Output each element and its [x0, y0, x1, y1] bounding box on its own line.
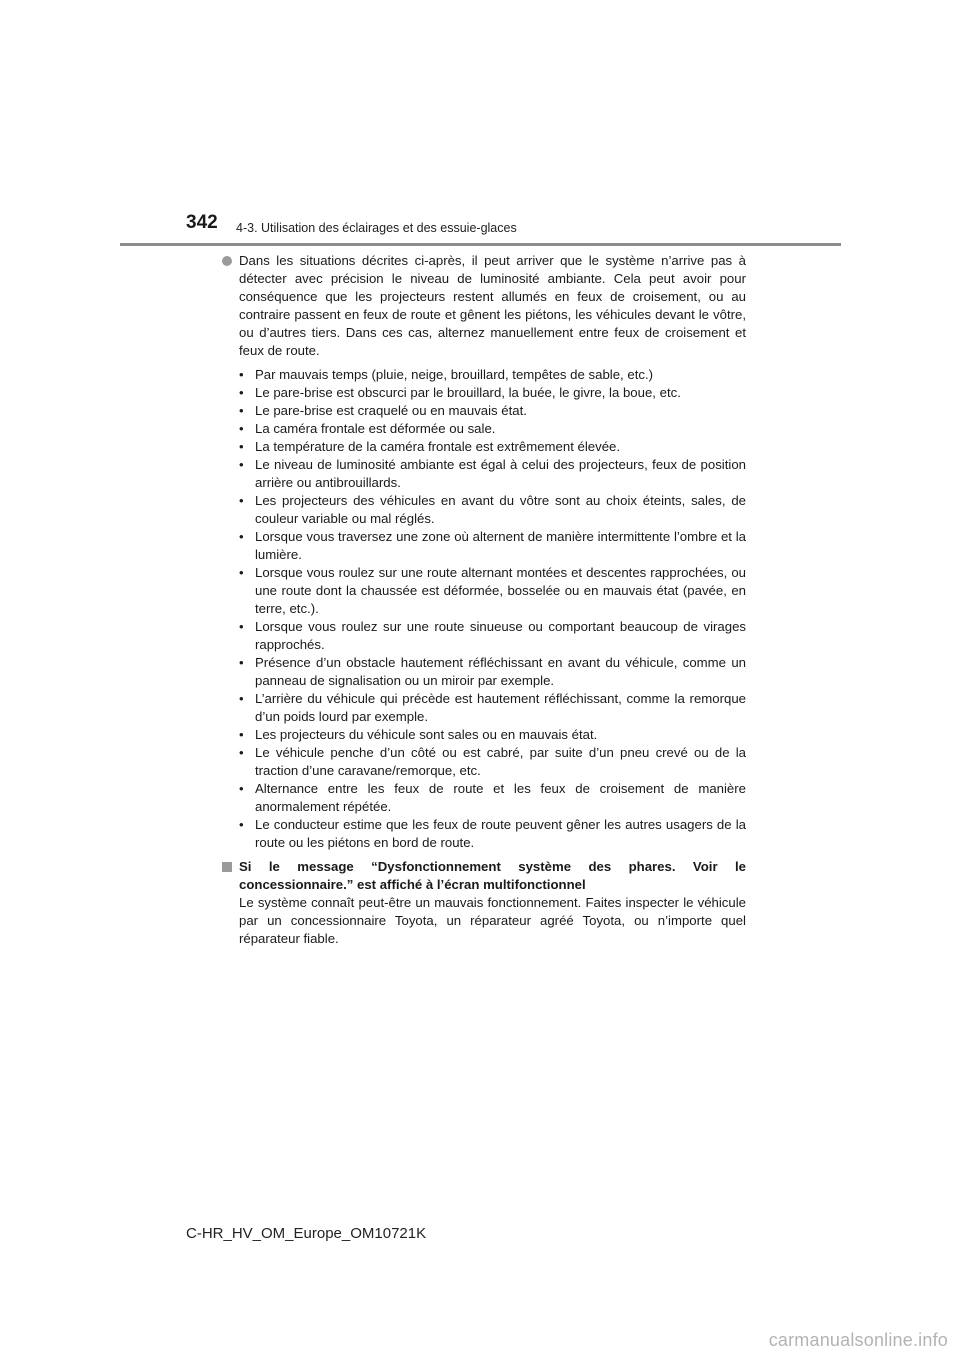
message-body: Le système connaît peut-être un mauvais fonctionnement. Faites inspecter le véhicule par un concessionnaire Toyota, un réparateur agréé Toyota, ou n’importe quel réparateur fiable. [239, 895, 746, 946]
list-item: • Le pare-brise est craquelé ou en mauvais état. [239, 402, 746, 420]
section-title: 4-3. Utilisation des éclairages et des essuie-glaces [236, 221, 517, 235]
intro-text: Dans les situations décrites ci-après, il peut arriver que le système n’arrive pas à détecter avec précision le niveau de luminosité ambiante. Cela peut avoir pour conséquence que les projecteurs restent allumés en feux de croisement, ou au contraire passent en feux de route et gênent les piétons, les véhicules devant le vôtre, ou d’autres tiers. Dans ces cas, alternez manuellement entre feux de croisement et feux de route. [239, 253, 746, 358]
list-item: • Lorsque vous roulez sur une route alternant montées et descentes rapprochées, ou une route dont la chaussée est déformée, bosselée ou en mauvais état (pavée, en terre, etc.). [239, 564, 746, 618]
header-divider [120, 243, 841, 246]
message-heading-text: Si le message “Dysfonctionnement système des phares. Voir le concessionnaire.” est affiché à l’écran multifonctionnel [239, 859, 746, 892]
list-item: • Présence d’un obstacle hautement réfléchissant en avant du véhicule, comme un panneau de signalisation ou un miroir par exemple. [239, 654, 746, 690]
list-item: • Lorsque vous roulez sur une route sinueuse ou comportant beaucoup de virages rapprochés. [239, 618, 746, 654]
list-item: • Les projecteurs des véhicules en avant du vôtre sont au choix éteints, sales, de couleur variable ou mal réglés. [239, 492, 746, 528]
list-item: • Les projecteurs du véhicule sont sales ou en mauvais état. [239, 726, 746, 744]
list-item: • La température de la caméra frontale est extrêmement élevée. [239, 438, 746, 456]
page-number: 342 [186, 212, 218, 233]
document-code: C-HR_HV_OM_Europe_OM10721K [186, 1225, 427, 1242]
list-item: • Le pare-brise est obscurci par le brouillard, la buée, le givre, la boue, etc. [239, 384, 746, 402]
list-item: • Par mauvais temps (pluie, neige, brouillard, tempêtes de sable, etc.) [239, 366, 746, 384]
watermark-logo: carmanualsonline.info [768, 1330, 948, 1350]
main-content [222, 252, 746, 948]
circle-bullet-icon [222, 256, 232, 266]
list-item: • Lorsque vous traversez une zone où alternent de manière intermittente l’ombre et la lumière. [239, 528, 746, 564]
list-item: • Le conducteur estime que les feux de route peuvent gêner les autres usagers de la route ou les piétons en bord de route. [239, 816, 746, 852]
list-item: • Le niveau de luminosité ambiante est égal à celui des projecteurs, feux de position arrière ou antibrouillards. [239, 456, 746, 492]
message-heading [222, 858, 746, 894]
list-item: • La caméra frontale est déformée ou sale. [239, 420, 746, 438]
square-bullet-icon [222, 862, 232, 872]
list-item: • Le véhicule penche d’un côté ou est cabré, par suite d’un pneu crevé ou de la traction d’une caravane/remorque, etc. [239, 744, 746, 780]
conditions-list [222, 366, 746, 852]
intro-paragraph [222, 252, 746, 360]
list-item: • L’arrière du véhicule qui précède est hautement réfléchissant, comme la remorque d’un poids lourd par exemple. [239, 690, 746, 726]
list-item: • Alternance entre les feux de route et les feux de croisement de manière anormalement répétée. [239, 780, 746, 816]
